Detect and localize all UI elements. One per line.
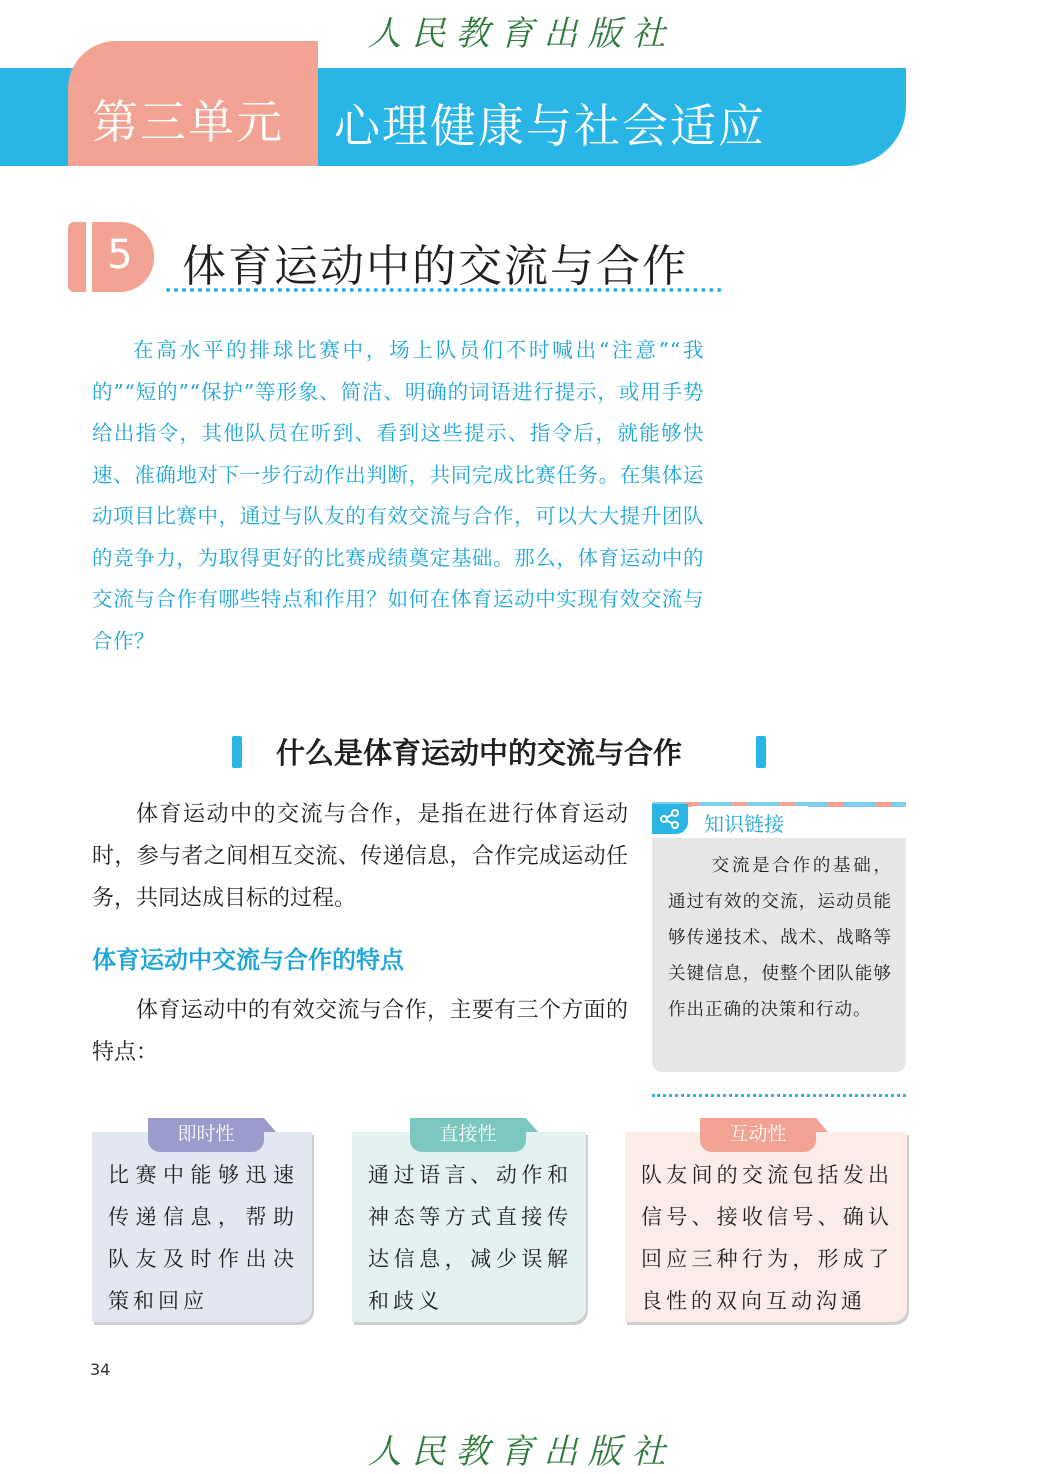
feature-tag-immediacy: 即时性	[148, 1118, 264, 1152]
feature-text-directness: 通过语言、动作和神态等方式直接传达信息，减少误解和歧义	[368, 1163, 572, 1313]
knowledge-link-label: 知识链接	[704, 812, 784, 836]
definition-paragraph: 体育运动中的交流与合作，是指在进行体育运动时，参与者之间相互交流、传递信息，合作完成运动任务，共同达成目标的过程。	[92, 802, 628, 911]
lesson-number: 5	[107, 232, 133, 278]
publisher-logo-bottom: 人民教育出版社	[367, 1432, 676, 1472]
feature-tag-interactivity: 互动性	[700, 1118, 816, 1152]
feature-tag-directness: 直接性	[410, 1118, 526, 1152]
section-bar-right	[756, 736, 766, 768]
lesson-title: 体育运动中的交流与合作	[182, 241, 688, 292]
lesson-title-underline	[166, 288, 722, 292]
knowledge-link-text: 交流是合作的基础，通过有效的交流，运动员能够传递技术、战术、战略等关键信息，使整个团队能够作出正确的决策和行动。	[668, 856, 892, 1020]
publisher-logo-top: 人民教育出版社	[367, 14, 676, 54]
page-number: 34	[90, 1360, 111, 1379]
knowledge-link-badge	[652, 804, 688, 834]
knowledge-link-divider	[652, 1094, 906, 1097]
feature-text-immediacy: 比赛中能够迅速传递信息，帮助队友及时作出决策和回应	[108, 1163, 298, 1313]
features-subheading: 体育运动中交流与合作的特点	[92, 946, 404, 974]
unit-label: 第三单元	[92, 95, 284, 149]
share-icon	[660, 809, 680, 829]
section-title: 什么是体育运动中的交流与合作	[276, 736, 683, 770]
features-intro-paragraph: 体育运动中的有效交流与合作，主要有三个方面的特点：	[92, 998, 628, 1065]
feature-text-interactivity: 队友间的交流包括发出信号、接收信号、确认回应三种行为，形成了良性的双向互动沟通	[641, 1163, 893, 1313]
unit-title: 心理健康与社会适应	[334, 99, 766, 153]
section-bar-left	[232, 736, 242, 768]
intro-paragraph: 在高水平的排球比赛中，场上队员们不时喊出“注意”“我的”“短的”“保护”等形象、简洁、明确的词语进行提示，或用手势给出指令，其他队员在听到、看到这些提示、指令后，就能够快速、准确地对下一步行动作出判断，共同完成比赛任务。在集体运动项目比赛中，通过与队友的有效交流与合作，可以大大提升团队的竞争力，为取得更好的比赛成绩奠定基础。那么，体育运动中的交流与合作有哪些特点和作用？如何在体育运动中实现有效交流与合作？	[92, 338, 704, 653]
